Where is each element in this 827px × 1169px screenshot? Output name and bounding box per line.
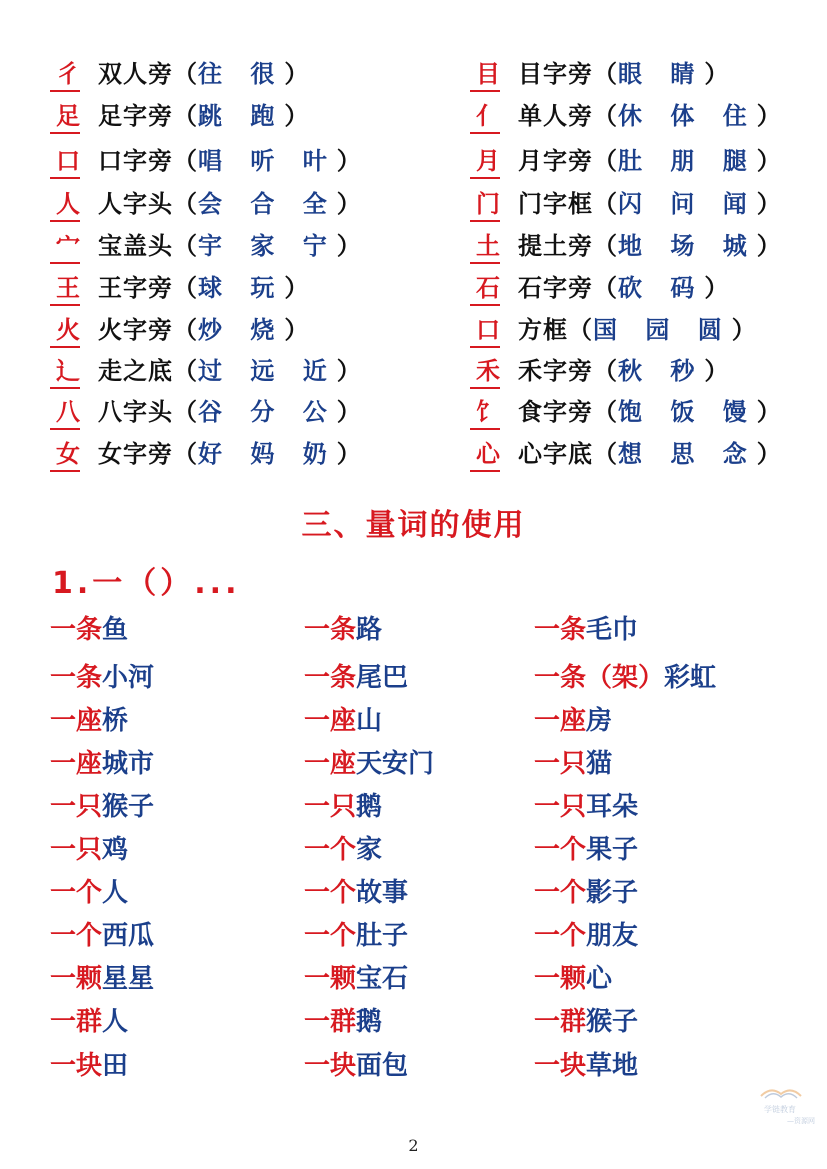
radical-underline [470,177,500,179]
measure-word-item [304,704,382,738]
radical-name-group [98,141,362,181]
noun: 影子 [586,878,639,908]
measure-word-item [304,1049,408,1083]
close-paren: ） [336,397,362,426]
radical-underline [470,470,500,472]
radical-name: 宝盖头 [98,231,173,260]
watermark-text: 学链教育 [764,1105,796,1114]
measure-word-item [534,613,638,647]
measure-word-item [534,661,716,695]
radical-name-group [518,434,782,474]
open-paren: （ [173,189,198,218]
measure-word-item [50,1005,128,1039]
radical-glyph: 辶 [56,356,80,385]
radical-glyph: 宀 [56,231,80,260]
radical-glyph: 饣 [476,397,500,426]
measure-word-item [304,919,408,953]
noun: 毛巾 [586,615,639,645]
open-paren: （ [173,356,198,385]
measure-word: 一座 [534,706,587,736]
measure-word: 一条 [50,615,103,645]
measure-word: 一座 [50,706,103,736]
radical-glyph: 王 [56,273,80,302]
measure-word-item [304,833,382,867]
example-characters: 闪 问 闻 [618,189,757,218]
radical-underline [470,220,500,222]
measure-word: 一座 [50,749,103,779]
noun: 天安门 [356,749,435,779]
radical-name-group [518,226,782,266]
measure-word: 一群 [534,1007,587,1037]
measure-word-item [50,919,154,953]
measure-word-item [304,790,382,824]
close-paren: ） [756,439,782,468]
measure-word-item [534,704,612,738]
measure-word-item [534,747,612,781]
example-characters: 过 远 近 [198,356,337,385]
measure-word: 一条 [50,663,103,693]
radical-underline [470,304,500,306]
measure-word: 一条（架） [534,663,665,693]
radical-glyph: 门 [476,189,500,218]
radical-name: 足字旁 [98,101,173,130]
radical-name-group [518,392,782,432]
example-characters: 跳 跑 [198,101,285,130]
noun: 肚子 [356,921,409,951]
radical-name-group [98,54,309,94]
sub-title: 1.一（）... [52,566,241,601]
measure-word: 一个 [534,835,587,865]
radical-name-group [518,310,757,350]
radical-name-group [98,184,362,224]
open-paren: （ [593,273,618,302]
radical-name: 石字旁 [518,273,593,302]
open-paren: （ [173,146,198,175]
open-paren: （ [593,101,618,130]
radical-name-group [518,351,729,391]
close-paren: ） [284,315,310,344]
radical-glyph: 足 [56,101,80,130]
measure-word: 一个 [50,921,103,951]
radical-glyph: 八 [56,397,80,426]
radical-name: 王字旁 [98,273,173,302]
measure-word: 一块 [50,1051,103,1081]
measure-word-item [304,1005,382,1039]
measure-word: 一个 [304,921,357,951]
radical-underline [50,262,80,264]
radical-name: 食字旁 [518,397,593,426]
radical-name-group [518,184,782,224]
measure-word-item [534,962,612,996]
measure-word: 一块 [534,1051,587,1081]
close-paren: ） [704,59,730,88]
measure-word-item [50,833,128,867]
example-characters: 砍 码 [618,273,705,302]
radical-glyph: 彳 [56,59,80,88]
radical-underline [470,428,500,430]
noun: 鱼 [102,615,129,645]
radical-name: 提土旁 [518,231,593,260]
radical-glyph: 人 [56,189,80,218]
noun: 草地 [586,1051,639,1081]
measure-word-item [304,747,434,781]
radical-underline [470,346,500,348]
open-paren: （ [173,315,198,344]
measure-word-item [534,790,638,824]
noun: 家 [356,835,383,865]
radical-glyph: 心 [476,439,500,468]
measure-word: 一条 [304,663,357,693]
measure-word-item [50,962,154,996]
close-paren: ） [756,146,782,175]
example-characters: 饱 饭 馒 [618,397,757,426]
open-paren: （ [173,439,198,468]
radical-underline [50,470,80,472]
radical-underline [50,220,80,222]
radical-glyph: 月 [476,146,500,175]
noun: 人 [102,1007,129,1037]
measure-word: 一只 [50,835,103,865]
close-paren: ） [336,146,362,175]
noun: 田 [102,1051,129,1081]
radical-underline [50,304,80,306]
radical-name: 人字头 [98,189,173,218]
measure-word-item [50,661,154,695]
radical-name: 月字旁 [518,146,593,175]
example-characters: 炒 烧 [198,315,285,344]
noun: 尾巴 [356,663,409,693]
radical-name-group [98,268,309,308]
measure-word-item [50,704,128,738]
radical-name: 方框 [518,315,568,344]
section-title: 三、量词的使用 [301,508,526,543]
noun: 路 [356,615,383,645]
noun: 耳朵 [586,792,639,822]
close-paren: ） [756,397,782,426]
radical-glyph: 禾 [476,356,500,385]
measure-word: 一个 [304,835,357,865]
measure-word: 一条 [304,615,357,645]
noun: 房 [586,706,613,736]
measure-word: 一个 [534,921,587,951]
radical-underline [470,387,500,389]
open-paren: （ [568,315,593,344]
measure-word-item [304,876,408,910]
measure-word: 一颗 [304,964,357,994]
close-paren: ） [284,101,310,130]
measure-word: 一只 [534,792,587,822]
example-characters: 宇 家 宁 [198,231,337,260]
radical-underline [470,132,500,134]
noun: 彩虹 [664,663,717,693]
radical-glyph: 土 [476,231,500,260]
measure-word: 一座 [304,749,357,779]
radical-name: 女字旁 [98,439,173,468]
example-characters: 往 很 [198,59,285,88]
noun: 猴子 [586,1007,639,1037]
page-number: 2 [408,1136,419,1155]
measure-word-item [304,661,408,695]
noun: 猴子 [102,792,155,822]
radical-glyph: 女 [56,439,80,468]
radical-name: 口字旁 [98,146,173,175]
radical-glyph: 目 [476,59,500,88]
radical-name-group [518,141,782,181]
radical-name: 八字头 [98,397,173,426]
noun: 故事 [356,878,409,908]
measure-word-item [50,747,154,781]
close-paren: ） [756,101,782,130]
radical-underline [50,346,80,348]
open-paren: （ [593,59,618,88]
example-characters: 会 合 全 [198,189,337,218]
noun: 西瓜 [102,921,155,951]
radical-name-group [98,392,362,432]
example-characters: 秋 秒 [618,356,705,385]
example-characters: 谷 分 公 [198,397,337,426]
noun: 城市 [102,749,155,779]
measure-word-item [304,962,408,996]
noun: 鸡 [102,835,129,865]
noun: 鹅 [356,1007,383,1037]
noun: 面包 [356,1051,409,1081]
measure-word-item [534,833,638,867]
measure-word: 一只 [304,792,357,822]
example-characters: 唱 听 叶 [198,146,337,175]
open-paren: （ [593,356,618,385]
radical-underline [50,177,80,179]
noun: 鹅 [356,792,383,822]
watermark-subtext: —资源网 [787,1117,815,1125]
open-paren: （ [173,101,198,130]
noun: 果子 [586,835,639,865]
measure-word: 一块 [304,1051,357,1081]
close-paren: ） [756,189,782,218]
radical-glyph: 口 [476,315,500,344]
measure-word-item [534,1049,638,1083]
open-paren: （ [173,273,198,302]
measure-word: 一条 [534,615,587,645]
radical-name: 火字旁 [98,315,173,344]
example-characters: 好 妈 奶 [198,439,337,468]
radical-name-group [98,351,362,391]
measure-word: 一个 [534,878,587,908]
close-paren: ） [284,273,310,302]
noun: 人 [102,878,129,908]
radical-name-group [518,96,782,136]
radical-glyph: 亻 [476,101,500,130]
measure-word-item [50,613,128,647]
close-paren: ） [336,356,362,385]
close-paren: ） [336,231,362,260]
noun: 朋友 [586,921,639,951]
radical-name: 心字底 [518,439,593,468]
close-paren: ） [704,273,730,302]
radical-name-group [518,268,729,308]
measure-word: 一个 [50,878,103,908]
example-characters: 想 思 念 [618,439,757,468]
noun: 桥 [102,706,129,736]
measure-word: 一只 [50,792,103,822]
radical-glyph: 口 [56,146,80,175]
radical-name-group [98,226,362,266]
open-paren: （ [593,231,618,260]
open-paren: （ [593,439,618,468]
measure-word: 一群 [50,1007,103,1037]
watermark [745,1080,815,1134]
radical-name: 双人旁 [98,59,173,88]
book-logo-icon [759,1080,803,1100]
noun: 心 [586,964,613,994]
measure-word: 一座 [304,706,357,736]
example-characters: 休 体 住 [618,101,757,130]
measure-word: 一只 [534,749,587,779]
radical-glyph: 火 [56,315,80,344]
radical-underline [470,262,500,264]
radical-underline [50,132,80,134]
radical-name: 走之底 [98,356,173,385]
close-paren: ） [336,189,362,218]
radical-underline [470,90,500,92]
close-paren: ） [336,439,362,468]
radical-underline [50,428,80,430]
close-paren: ） [284,59,310,88]
radical-name-group [98,434,362,474]
radical-glyph: 石 [476,273,500,302]
noun: 宝石 [356,964,409,994]
noun: 小河 [102,663,155,693]
noun: 星星 [102,964,155,994]
example-characters: 球 玩 [198,273,285,302]
measure-word: 一群 [304,1007,357,1037]
example-characters: 国 园 圆 [593,315,732,344]
radical-name-group [98,310,309,350]
radical-underline [50,90,80,92]
measure-word: 一颗 [50,964,103,994]
example-characters: 地 场 城 [618,231,757,260]
measure-word: 一颗 [534,964,587,994]
radical-name-group [98,96,309,136]
open-paren: （ [173,397,198,426]
radical-name: 禾字旁 [518,356,593,385]
close-paren: ） [704,356,730,385]
open-paren: （ [593,189,618,218]
example-characters: 眼 睛 [618,59,705,88]
example-characters: 肚 朋 腿 [618,146,757,175]
measure-word: 一个 [304,878,357,908]
open-paren: （ [173,59,198,88]
radical-name-group [518,54,729,94]
open-paren: （ [173,231,198,260]
radical-name: 门字框 [518,189,593,218]
measure-word-item [50,790,154,824]
close-paren: ） [756,231,782,260]
radical-underline [50,387,80,389]
open-paren: （ [593,397,618,426]
noun: 山 [356,706,383,736]
noun: 猫 [586,749,613,779]
measure-word-item [50,876,128,910]
measure-word-item [304,613,382,647]
radical-name: 单人旁 [518,101,593,130]
measure-word-item [534,919,638,953]
close-paren: ） [731,315,757,344]
measure-word-item [50,1049,128,1083]
measure-word-item [534,876,638,910]
radical-name: 目字旁 [518,59,593,88]
measure-word-item [534,1005,638,1039]
open-paren: （ [593,146,618,175]
